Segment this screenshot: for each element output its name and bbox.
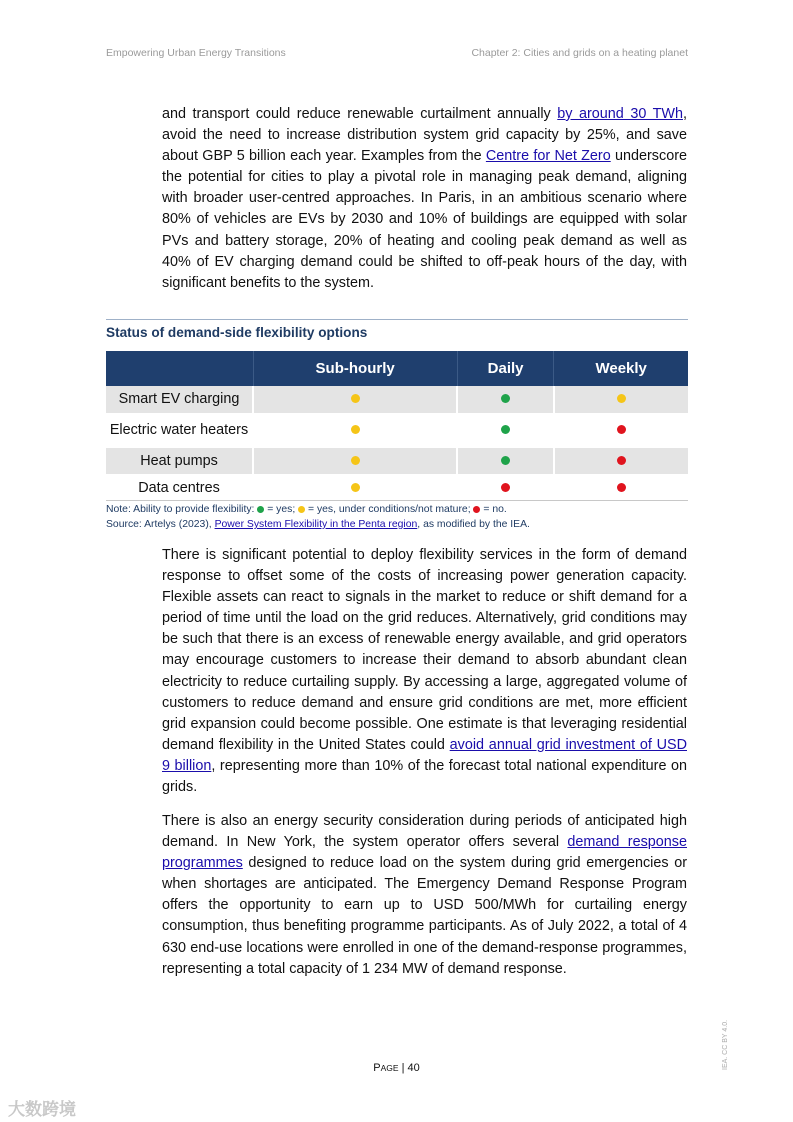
table-row [106,474,688,502]
running-header-right: Chapter 2: Cities and grids on a heating planet [471,47,688,59]
text-run: There is also an energy security consideration during periods of anticipated high demand. In New York, the system operator offers several [162,813,687,851]
table-title: Status of demand-side flexibility options [106,325,368,340]
source-link[interactable]: Power System Flexibility in the Penta region [214,519,418,530]
status-cell [457,474,554,502]
table-top-rule [106,319,688,320]
text-run: underscore the potential for cities to play a pivotal role in managing peak demand, aligning with broader user-centred approaches. In Paris, in an ambitious scenario where 80% of vehicles are EVs by 2030 and 10% of buildings are equipped with solar PVs and battery storage, 20% of heating and cooling peak demand as well as 40% of EV charging demand could be shifted to off-peak hours of the day, with significant benefits to the system. [162,148,687,291]
text-run: designed to reduce load on the system during grid emergencies or when shortages are anticipated. The Emergency Demand Response Program offers the opportunity to earn up to USD 500/MWh for curtailing energy consumption, thus benefiting programme participants. As of July 2022, a total of 4 630 end-use locations were enrolled in one of the demand-response programmes, representing a total capacity of 1 234 MW of demand response. [162,855,687,977]
yellow-dot-icon [351,394,360,403]
green-dot-icon [501,456,510,465]
status-cell [554,448,688,474]
status-cell [554,413,688,448]
status-cell [457,413,554,448]
status-cell [457,386,554,413]
column-header: Sub-hourly [253,351,457,386]
page-label-rest: AGE [380,1063,399,1073]
row-label: Data centres [138,479,220,496]
column-header: Weekly [554,351,688,386]
red-dot-icon [617,425,626,434]
inline-link[interactable]: Centre for Net Zero [485,148,611,165]
inline-link[interactable]: avoid annual grid investment of USD 9 billion [162,736,687,774]
source-prefix: Source: Artelys (2023), [106,519,215,530]
status-cell [253,413,457,448]
page-number-value: 40 [407,1062,420,1074]
source-suffix: , as modified by the IEA. [417,519,530,530]
table-note [106,504,507,515]
flexibility-table [106,351,688,502]
note-no: = no. [480,504,507,515]
yellow-dot-icon [351,425,360,434]
page-separator: | [398,1062,408,1074]
text-run: , representing more than 10% of the forecast total national expenditure on grids. [162,757,687,796]
paragraph-1 [162,104,687,294]
page-label-first: P [373,1062,381,1074]
column-header [106,351,253,386]
table-row [106,448,688,474]
note-yes: = yes; [264,504,299,515]
green-dot-icon [501,425,510,434]
table-row [106,386,688,413]
red-dot-icon [501,483,510,492]
table-row [106,413,688,448]
text-run: There is significant potential to deploy flexibility services in the form of demand response to offset some of the costs of increasing power generation capacity. Flexible assets can react to signals in the market to reduce or shift demand for a period of time until the load on the grid reduces. Alternatively, grid conditions may be such that there is an excess of renewable energy available, and grid operators may encourage customers to increase their demand to absorb abundant clean electricity to reduce curtailing supply. By accessing a large, aggregated volume of customers to reduce demand and ensure grid conditions are met, more efficient grid expansion could become possible. One estimate is that leveraging residential demand flexibility in the United States could [162,547,687,753]
red-dot-icon [617,483,626,492]
paragraph-3 [162,811,687,980]
status-cell [554,386,688,413]
status-cell [253,386,457,413]
table-bottom-rule [106,500,688,501]
inline-link[interactable]: by around 30 TWh [557,106,683,122]
note-prefix: Note: Ability to provide flexibility: [106,504,258,515]
yellow-dot-icon [351,456,360,465]
green-dot-icon [501,394,510,403]
yellow-dot-icon [617,394,626,403]
paragraph-2 [162,545,687,798]
text-run: , avoid the need to increase distribution system grid capacity by 25%, and save about GBP 5 billion each year. Examples from the [162,106,687,165]
red-dot-icon [617,456,626,465]
table-source [106,519,530,530]
status-cell [253,474,457,502]
inline-link[interactable]: demand response programmes [162,834,687,872]
watermark-logo: 大数跨境 [8,1100,76,1119]
note-conditions: = yes, under conditions/not mature; [305,504,474,515]
status-cell [457,448,554,474]
row-label: Heat pumps [106,448,253,474]
column-header: Daily [457,351,554,386]
row-label: Electric water heaters [109,422,249,438]
license-text: IEA. CC BY 4.0. [722,1019,729,1070]
running-header-left: Empowering Urban Energy Transitions [106,47,286,59]
text-run: and transport could reduce renewable curtailment annually [162,106,558,122]
row-label: Smart EV charging [106,386,253,413]
status-cell [253,448,457,474]
status-cell [554,474,688,502]
yellow-dot-icon [351,483,360,492]
page-number [0,1062,793,1074]
